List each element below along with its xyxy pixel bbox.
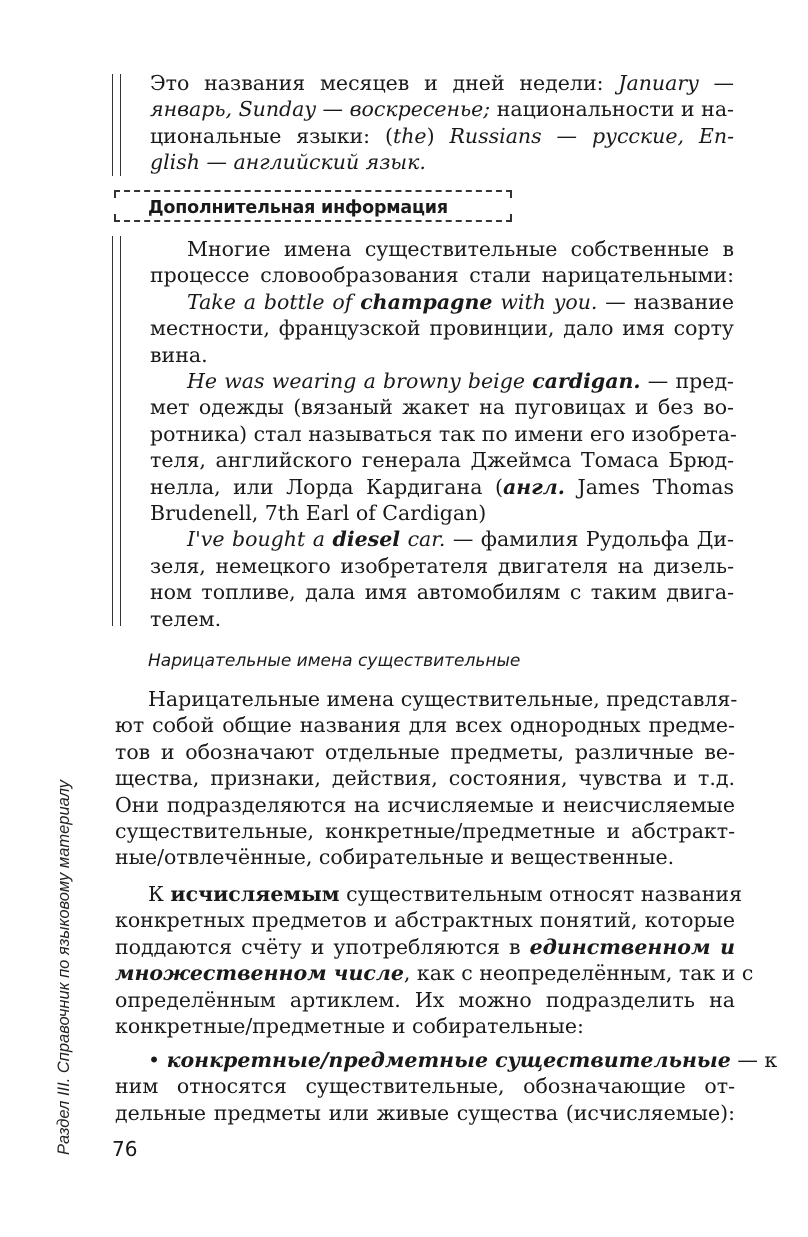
text-line: дельные предметы или живые существа (исчисляемые): xyxy=(115,1100,735,1125)
text-line: теля, английского генерала Джеймса Томаса Брюд- xyxy=(150,448,734,473)
text-line: ротника) стал называться так по имени его изобрета- xyxy=(150,421,737,446)
text-line: He was wearing a browny beige cardigan. — пред- xyxy=(187,369,734,394)
text-line: циональные языки: (the) Russians — русские, En- xyxy=(150,123,735,148)
text-line: Brudenell, 7th Earl of Cardigan) xyxy=(150,501,487,526)
text-line: конкретных предметов и абстрактных понятий, которые xyxy=(115,908,735,933)
bullet-marker: • xyxy=(148,1048,161,1072)
text-line: ют собой общие названия для всех однородных предме- xyxy=(115,713,735,738)
text-line: Многие имена существительные собственные в xyxy=(187,237,734,261)
text-line: ном топливе, дала имя автомобилям с таким двига- xyxy=(150,580,734,605)
section-subheading: Нарицательные имена существительные xyxy=(148,651,521,671)
text-line: Нарицательные имена существительные, представля- xyxy=(148,687,738,711)
text-line: тов и обозначают отдельные предметы, различные ве- xyxy=(115,739,735,764)
corner-tick xyxy=(510,190,512,198)
text-line: щества, признаки, действия, состояния, чувства и т.д. xyxy=(115,766,735,791)
text-line: существительные, конкретные/предметные и абстракт- xyxy=(115,819,735,844)
text-line: вина. xyxy=(150,342,208,367)
margin-bar-intro xyxy=(112,74,121,176)
info-box-title: Дополнительная информация xyxy=(148,198,448,218)
text-line: К исчисляемым существительным относят названия xyxy=(148,882,743,906)
text-line: Это названия месяцев и дней недели: January — xyxy=(150,71,734,95)
text-line: нелла, или Лорда Кардигана (англ. James Thomas xyxy=(150,474,734,499)
text-line: процессе словообразования стали нарицательными: xyxy=(150,263,734,288)
text-line: телем. xyxy=(150,606,222,631)
text-line: glish — английский язык. xyxy=(150,150,426,175)
corner-tick xyxy=(114,190,116,198)
text-line: поддаются счёту и употребляются в единственном и xyxy=(115,934,735,959)
corner-tick xyxy=(114,214,116,222)
common-nouns-paragraph xyxy=(115,686,738,871)
bullet-item xyxy=(115,1047,778,1126)
text-line: определённым артиклем. Их можно подразделить на xyxy=(115,987,735,1012)
text-line: Они подразделяются на исчисляемые и неисчисляемые xyxy=(115,792,735,817)
text-line: местности, французской провинции, дало имя сорту xyxy=(150,316,734,341)
text-line: январь, Sunday — воскресенье; национальности и на- xyxy=(150,97,734,122)
text-line: ные/отвлечённые, собирательные и вещественные. xyxy=(115,845,675,870)
text-line: множественном числе, как с неопределённым, так и с xyxy=(115,961,754,986)
text-line: мет одежды (вязаный жакет на пуговицах и без во- xyxy=(150,395,734,420)
info-paragraph xyxy=(150,236,737,632)
text-line: конкретные/предметные и собирательные: xyxy=(115,1014,584,1039)
dashed-border-top xyxy=(114,190,512,192)
text-line: I've bought a diesel car. — фамилия Рудольфа Ди- xyxy=(187,527,734,552)
countable-nouns-paragraph xyxy=(115,881,754,1039)
corner-tick xyxy=(510,214,512,222)
margin-bar-info xyxy=(112,236,121,626)
dashed-border-bottom xyxy=(114,220,512,222)
intro-paragraph xyxy=(150,70,734,176)
text-line: ним относятся существительные, обозначающие от- xyxy=(115,1074,735,1099)
section-side-caption: Раздел III. Справочник по языковому материалу xyxy=(55,779,73,1155)
page-number: 76 xyxy=(112,1137,138,1161)
text-line: Take a bottle of champagne with you. — название xyxy=(187,289,734,314)
text-line: • конкретные/предметные существительные — к xyxy=(148,1048,778,1072)
text-line: зеля, немецкого изобретателя двигателя на дизель- xyxy=(150,553,734,578)
